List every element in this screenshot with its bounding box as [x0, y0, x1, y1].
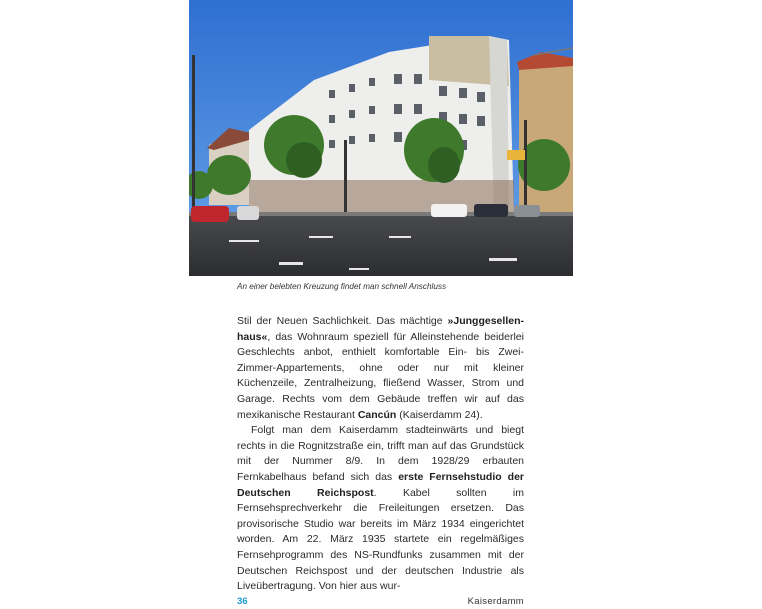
paragraph-2 — [237, 423, 524, 595]
paragraph-text: Stil der Neuen Sachlichkeit. Das mächtige — [237, 315, 448, 327]
paragraph-1 — [237, 314, 524, 423]
street-photo — [189, 0, 573, 276]
highlight-cancun: Cancún — [357, 408, 397, 421]
page-number: 36 — [237, 596, 248, 607]
photo-caption: An einer belebten Kreuzung findet man schnell Anschluss — [237, 282, 447, 291]
paragraph-text: (Kaiserdamm 24). — [396, 408, 483, 421]
body-text — [237, 314, 524, 595]
highlight-junggesellenhaus: »Junggesellen-haus« — [237, 315, 524, 343]
paragraph-text: . Kabel sollten im Fernsehsprechverkehr die Freileitungen ersetzen. Das provisorische Studio war bereits im März 1934 eingerichtet worden. Am 22. März 1935 startete ein regelmäßiges Fernsehprogramm des NS-Rundfunks zusammen mit der Deutschen Reichspost und der deutschen Industrie als Liveübertragung. Von hier aus wur- — [237, 486, 524, 593]
highlight-fernsehstudio: erste Fernsehstudio der Deutschen Reichspost — [237, 470, 524, 499]
paragraph-text: Folgt man dem Kaiserdamm stadteinwärts und biegt rechts in die Rognitzstraße ein, trifft man auf das Grundstück mit der Nummer 8/9. In dem 1928/29 erbauten Fernkabelhaus befand sich das — [237, 424, 524, 483]
street-photo-illustration — [189, 0, 573, 276]
paragraph-text: , das Wohnraum speziell für Alleinstehende beiderlei Geschlechts anbot, enthielt komfortable Ein- bis Zwei-Zimmer-Appartements, ohne oder nur mit kleiner Küchenzeile, Zentralheizung, fließend Wasser, Strom und Garage. Rechts vom dem Gebäude treffen wir auf das mexikanische Restaurant — [237, 330, 524, 421]
running-footer-title: Kaiserdamm — [467, 596, 524, 607]
